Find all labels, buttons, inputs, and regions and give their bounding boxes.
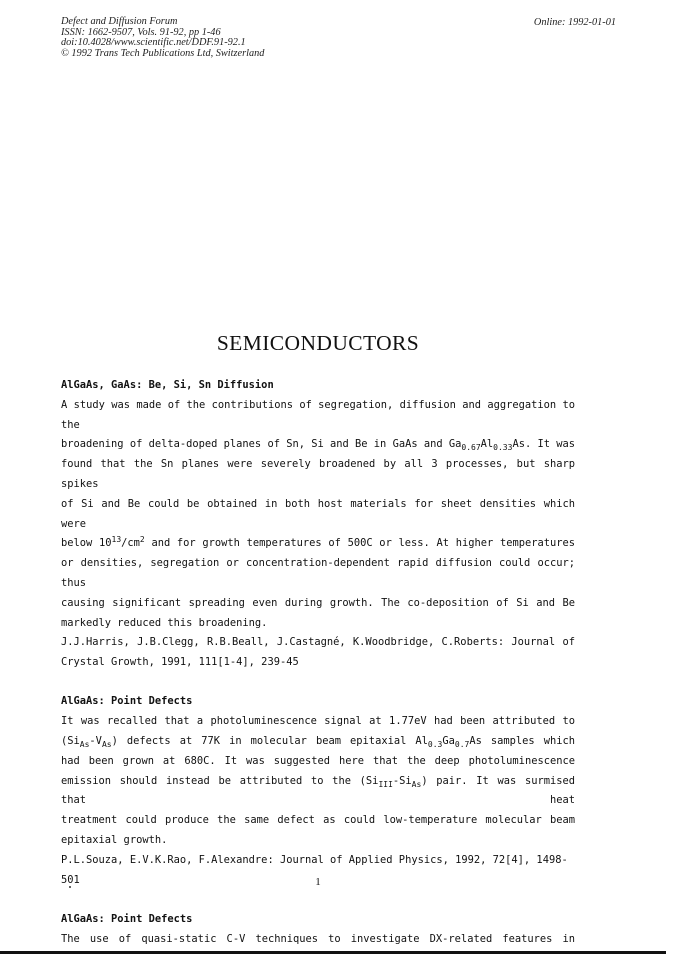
body-line: A study was made of the contributions of segregation, diffusion and aggregation to the <box>61 398 575 431</box>
section-gap <box>61 890 575 910</box>
body-line: had been grown at 680C. It was suggested here that the deep photoluminescence <box>61 754 575 767</box>
citation-line: J.J.Harris, J.B.Clegg, R.B.Beall, J.Castagné, K.Woodbridge, C.Roberts: Journal of <box>61 636 575 649</box>
issn-line: ISSN: 1662-9507, Vols. 91-92, pp 1-46 <box>61 26 221 38</box>
body-line: causing significant spreading even during growth. The co-deposition of Si and Be <box>61 596 575 609</box>
online-date: Online: 1992-01-01 <box>533 17 616 28</box>
section-title: AlGaAs, GaAs: Be, Si, Sn Diffusion <box>61 379 274 391</box>
body-line: It was recalled that a photoluminescence signal at 1.77eV had been attributed to <box>61 715 575 728</box>
body-line: markedly reduced this broadening. <box>61 616 268 629</box>
page-number: 1 <box>315 876 321 888</box>
body-line: The use of quasi-static C-V techniques to investigate DX-related features in <box>61 932 575 945</box>
body-line: below $10^{13}/cm^2$ and for growth temperatures of 500C or less. At higher temperatures <box>61 535 576 550</box>
body-line: broadening of delta-doped planes of Sn, Si and Be in GaAs and $Ga_{0.67}Al_{0.33}As$. It was <box>61 438 575 453</box>
citation-line: Crystal Growth, 1991, 111[1-4], 239-45 <box>61 656 299 669</box>
doi-line: doi:10.4028/www.scientific.net/DDF.91-92.1 <box>61 37 246 48</box>
section-title: AlGaAs: Point Defects <box>61 912 193 925</box>
body-line: found that the Sn planes were severely broadened by all 3 processes, but sharp spikes <box>61 458 575 490</box>
abstracts-body <box>61 376 575 950</box>
copyright-line: © 1992 Trans Tech Publications Ltd, Switzerland <box>61 47 265 59</box>
scan-speck <box>69 886 71 888</box>
section-title: AlGaAs: Point Defects <box>61 695 193 708</box>
bottom-rule <box>0 951 666 954</box>
body-line: epitaxial growth. <box>61 834 168 847</box>
journal-name: Defect and Diffusion Forum <box>61 16 178 27</box>
body-line: or densities, segregation or concentration-dependent rapid diffusion could occur; thus <box>61 557 575 589</box>
body-line: treatment could produce the same defect as could low-temperature molecular beam <box>61 814 575 827</box>
body-line: $(Si_{As}-V_{As})$ defects at 77K in molecular beam epitaxial $Al_{0.3}Ga_{0.7}As$ samples which <box>61 735 575 750</box>
journal-header <box>61 17 264 59</box>
section-gap <box>61 673 575 693</box>
citation-line: P.L.Souza, E.V.K.Rao, F.Alexandre: Journal of Applied Physics, 1992, 72[4], 1498-501 <box>61 853 568 886</box>
body-line: of Si and Be could be obtained in both host materials for sheet densities which were <box>61 497 575 530</box>
page-title: SEMICONDUCTORS <box>216 331 420 355</box>
body-line: emission should instead be attributed to the $(Si_{III}-Si_{As})$ pair. It was surmised that heat <box>61 774 575 807</box>
